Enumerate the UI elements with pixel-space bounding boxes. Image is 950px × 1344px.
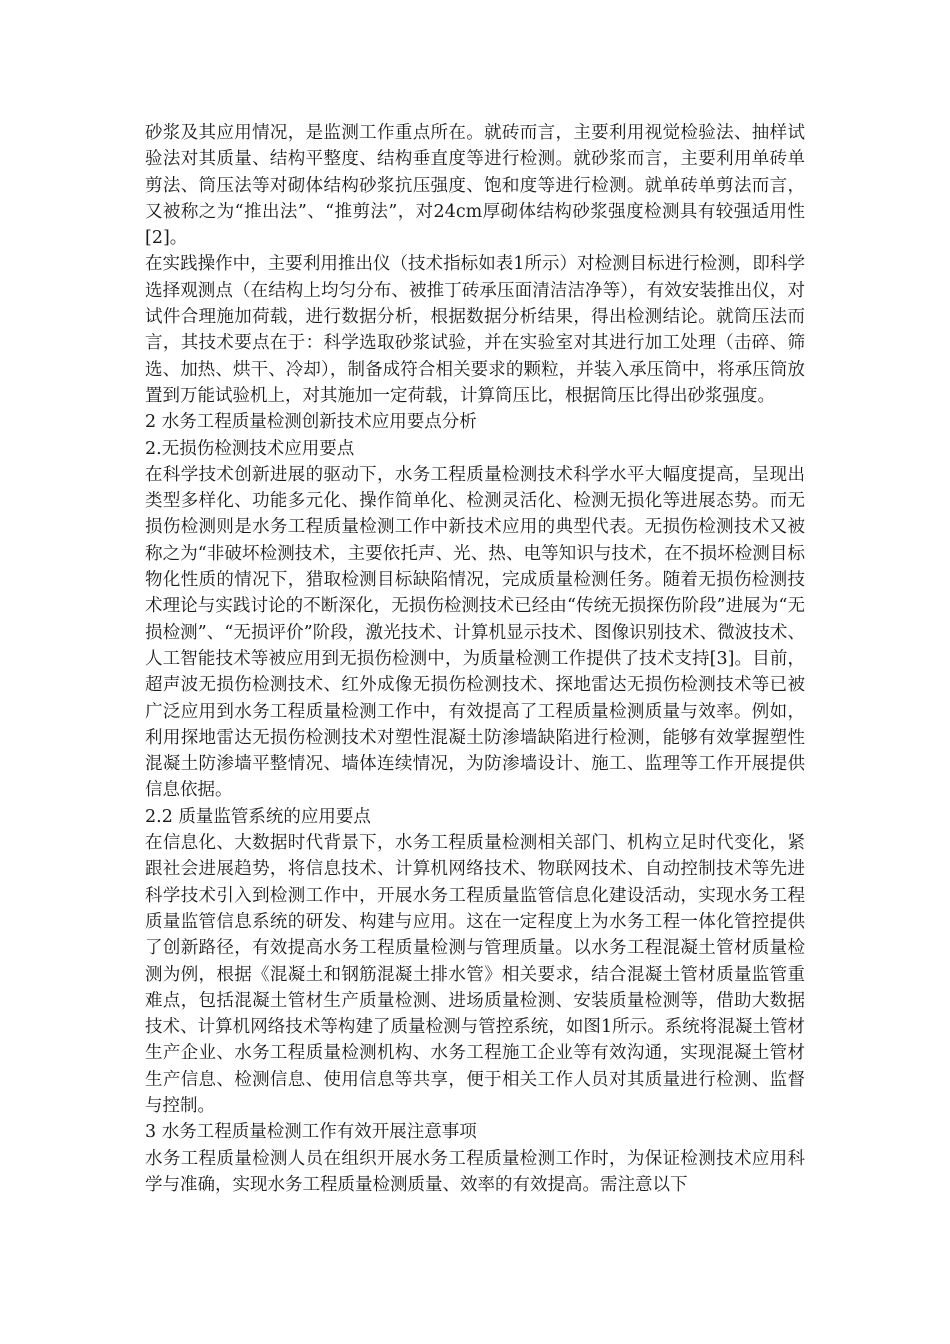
subsection-heading-2-2: 2.2 质量监管系统的应用要点 [145,806,371,827]
paragraph-quality-supervision-system: 在信息化、大数据时代背景下，水务工程质量检测相关部门、机构立足时代变化，紧跟社会进展趋势，将信息技术、计算机网络技术、物联网技术、自动控制技术等先进科学技术引入到检测工作中，开展水务工程质量监管信息化建设活动，实现水务工程质量监管信息系统的研发、构建与应用。这在一定程度上为水务工程一体化管控提供了创新路径，有效提高水务工程质量检测与管理质量。以水务工程混凝土管材质量检测为例，根据《混凝土和钢筋混凝土排水管》相关要求，结合混凝土管材质量监管重难点，包括混凝土管材生产质量检测、进场质量检测、安装质量检测等，借助大数据技术、计算机网络技术等构建了质量检测与管控系统，如图1所示。系统将混凝土管材生产企业、水务工程质量检测机构、水务工程施工企业等有效沟通，实现混凝土管材生产信息、检测信息、使用信息等共享，便于相关工作人员对其质量进行检测、监督与控制。 [145,833,805,1116]
paragraph-nondestructive-testing: 在科学技术创新进展的驱动下，水务工程质量检测技术科学水平大幅度提高，呈现出类型多样化、功能多元化、操作简单化、检测灵活化、检测无损化等进展态势。而无损伤检测则是水务工程质量检测工作中新技术应用的典型代表。无损伤检测技术又被称之为“非破坏检测技术，主要依托声、光、热、电等知识与技术，在不损坏检测目标物化性质的情况下，猎取检测目标缺陷情况，完成质量检测任务。随着无损伤检测技术理论与实践讨论的不断深化，无损伤检测技术已经由“传统无损探伤阶段”进展为“无损检测”、“无损评价”阶段，激光技术、计算机显示技术、图像识别技术、微波技术、人工智能技术等被应用到无损伤检测中，为质量检测工作提供了技术支持[3]。目前，超声波无损伤检测技术、红外成像无损伤检测技术、探地雷达无损伤检测技术等已被广泛应用到水务工程质量检测工作中，有效提高了工程质量检测质量与效率。例如，利用探地雷达无损伤检测技术对塑性混凝土防渗墙缺陷进行检测，能够有效掌握塑性混凝土防渗墙平整情况、墙体连续情况，为防渗墙设计、施工、监理等工作开展提供信息依据。 [145,464,805,801]
paragraph-precautions: 水务工程质量检测人员在组织开展水务工程质量检测工作时，为保证检测技术应用科学与准确，实现水务工程质量检测质量、效率的有效提高。需注意以下 [145,1148,805,1195]
subsection-heading-2-1: 2.无损伤检测技术应用要点 [145,438,355,459]
section-heading-3: 3 水务工程质量检测工作有效开展注意事项 [145,1122,477,1143]
document-body [145,120,805,1198]
paragraph-push-out-method: 在实践操作中，主要利用推出仪（技术指标如表1所示）对检测目标进行检测，即科学选择观测点（在结构上均匀分布、被推丁砖承压面清洁洁净等），有效安装推出仪，对试件合理施加荷载，进行数据分析，根据数据分析结果，得出检测结论。就筒压法而言，其技术要点在于：科学选取砂浆试验，并在实验室对其进行加工处理（击碎、筛选、加热、烘干、冷却），制备成符合相关要求的颗粒，并装入承压筒中，将承压筒放置到万能试验机上，对其施加一定荷载，计算筒压比，根据筒压比得出砂浆强度。 [145,254,805,406]
paragraph-mortar-testing: 砂浆及其应用情况，是监测工作重点所在。就砖而言，主要利用视觉检验法、抽样试验法对其质量、结构平整度、结构垂直度等进行检测。就砂浆而言，主要利用单砖单剪法、筒压法等对砌体结构砂浆抗压强度、饱和度等进行检测。就单砖单剪法而言，又被称之为“推出法”、“推剪法”，对24cm厚砌体结构砂浆强度检测具有较强适用性[2]。 [145,123,805,249]
section-heading-2: 2 水务工程质量检测创新技术应用要点分析 [145,412,477,433]
